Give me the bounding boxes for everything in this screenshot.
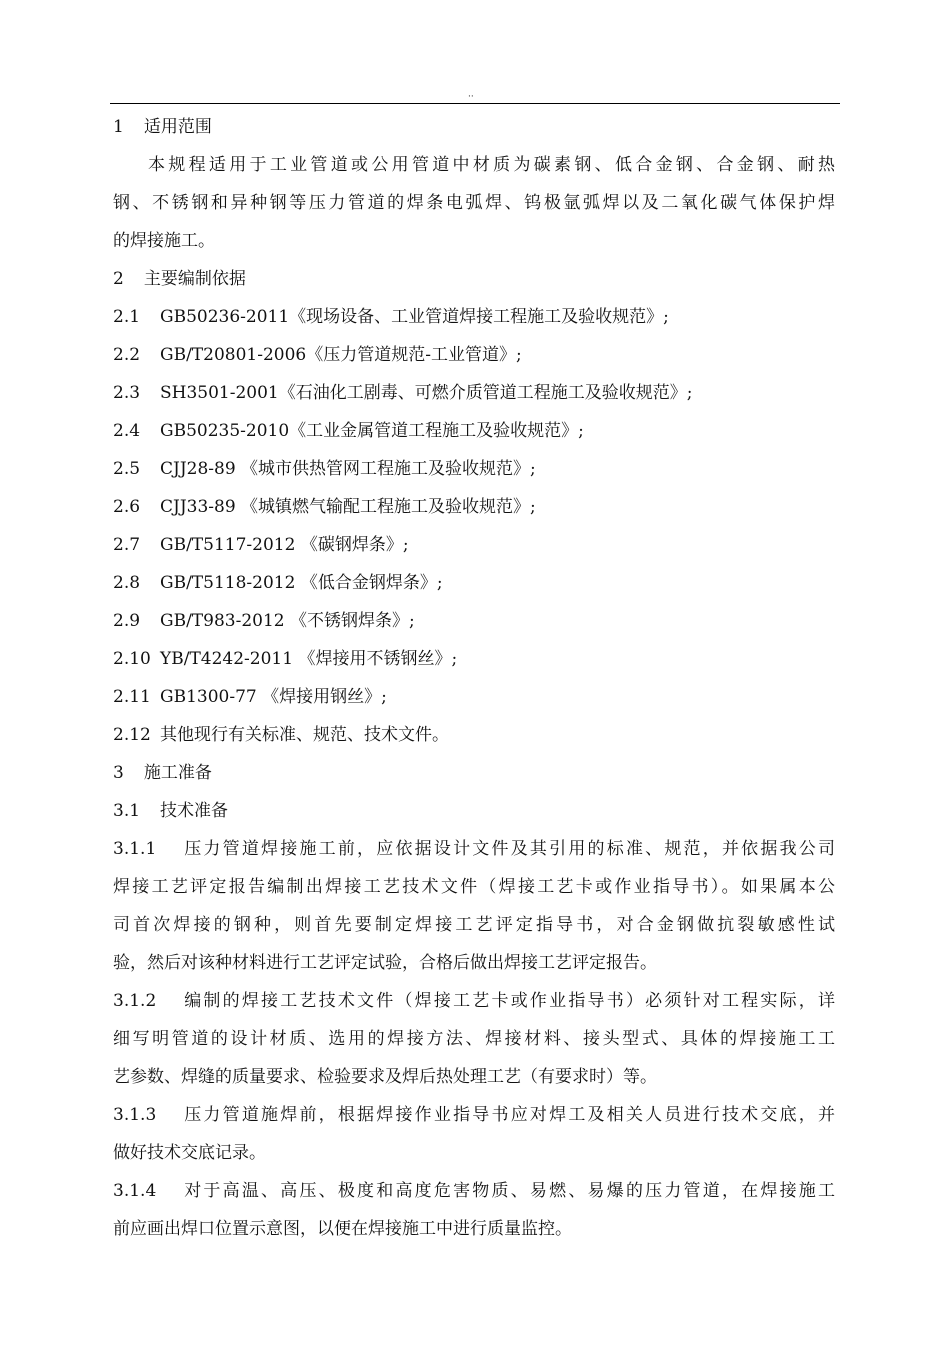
clause-3-1-2-first-line — [113, 985, 835, 1023]
item-text: YB/T4242-2011 《焊接用不锈钢丝》; — [160, 649, 458, 669]
reference-item — [113, 491, 835, 529]
item-number: 2.4 — [113, 421, 141, 441]
paragraph-line: 钢、不锈钢和异种钢等压力管道的焊条电弧焊、钨极氩弧焊以及二氧化碳气体保护焊 — [113, 193, 835, 213]
item-number: 2.1 — [113, 307, 141, 327]
item-text: GB50235-2010《工业金属管道工程施工及验收规范》; — [160, 421, 584, 441]
header-mark: ·· — [468, 92, 474, 102]
item-text: GB1300-77 《焊接用钢丝》; — [160, 687, 387, 707]
subsection-title: 技术准备 — [160, 801, 228, 821]
clause-3-1-1-first-line — [113, 833, 835, 871]
section-title: 施工准备 — [143, 763, 212, 783]
section-2-heading — [113, 263, 835, 301]
item-text: 其他现行有关标准、规范、技术文件。 — [160, 725, 449, 745]
item-number: 2.9 — [113, 611, 141, 631]
subsection-3-1-heading — [113, 795, 835, 833]
section-number: 1 — [113, 117, 124, 137]
section-title: 适用范围 — [143, 117, 212, 137]
reference-item — [113, 719, 835, 757]
reference-item — [113, 529, 835, 567]
reference-item — [113, 377, 835, 415]
item-number: 2.2 — [113, 345, 141, 365]
subsection-number: 3.1 — [113, 801, 141, 821]
reference-item — [113, 643, 835, 681]
item-text: GB/T983-2012 《不锈钢焊条》; — [160, 611, 415, 631]
reference-item — [113, 681, 835, 719]
clause-number: 3.1.4 — [113, 1181, 157, 1201]
header-rule — [110, 103, 840, 104]
item-text: GB/T5118-2012 《低合金钢焊条》; — [160, 573, 443, 593]
clause-text: 压力管道施焊前，根据焊接作业指导书应对焊工及相关人员进行技术交底，并 — [182, 1105, 835, 1125]
paragraph-line: 焊接工艺评定报告编制出焊接工艺技术文件（焊接工艺卡或作业指导书）。如果属本公 — [113, 877, 835, 897]
paragraph-line: 验，然后对该种材料进行工艺评定试验，合格后做出焊接工艺评定报告。 — [113, 953, 657, 973]
clause-3-1-4-first-line — [113, 1175, 835, 1213]
item-number: 2.3 — [113, 383, 141, 403]
item-number: 2.6 — [113, 497, 141, 517]
item-text: CJJ28-89 《城市供热管网工程施工及验收规范》; — [160, 459, 536, 479]
reference-item — [113, 301, 835, 339]
reference-item — [113, 415, 835, 453]
clause-text: 编制的焊接工艺技术文件（焊接工艺卡或作业指导书）必须针对工程实际，详 — [182, 991, 835, 1011]
item-number: 2.8 — [113, 573, 141, 593]
clause-number: 3.1.1 — [113, 839, 157, 859]
clause-number: 3.1.2 — [113, 991, 157, 1011]
section-3-heading — [113, 757, 835, 795]
section-number: 2 — [113, 269, 124, 289]
item-text: GB/T20801-2006《压力管道规范-工业管道》; — [160, 345, 522, 365]
paragraph-line: 本规程适用于工业管道或公用管道中材质为碳素钢、低合金钢、合金钢、耐热 — [148, 155, 835, 175]
reference-item — [113, 453, 835, 491]
reference-item — [113, 605, 835, 643]
item-text: SH3501-2001《石油化工剧毒、可燃介质管道工程施工及验收规范》; — [160, 383, 693, 403]
section-title: 主要编制依据 — [143, 269, 246, 289]
item-text: CJJ33-89 《城镇燃气输配工程施工及验收规范》; — [160, 497, 536, 517]
item-number: 2.12 — [113, 725, 151, 745]
paragraph-line: 的焊接施工。 — [113, 231, 215, 251]
item-text: GB/T5117-2012 《碳钢焊条》; — [160, 535, 409, 555]
item-number: 2.5 — [113, 459, 141, 479]
clause-3-1-3-first-line — [113, 1099, 835, 1137]
item-number: 2.10 — [113, 649, 151, 669]
clause-number: 3.1.3 — [113, 1105, 157, 1125]
reference-item — [113, 567, 835, 605]
section-1-heading — [113, 111, 835, 149]
paragraph-line: 司首次焊接的钢种，则首先要制定焊接工艺评定指导书，对合金钢做抗裂敏感性试 — [113, 915, 835, 935]
paragraph-line: 细写明管道的设计材质、选用的焊接方法、焊接材料、接头型式、具体的焊接施工工 — [113, 1029, 835, 1049]
paragraph-line: 艺参数、焊缝的质量要求、检验要求及焊后热处理工艺（有要求时）等。 — [113, 1067, 657, 1087]
clause-text: 对于高温、高压、极度和高度危害物质、易燃、易爆的压力管道，在焊接施工 — [182, 1181, 835, 1201]
item-number: 2.11 — [113, 687, 151, 707]
document-body — [113, 111, 835, 1251]
item-number: 2.7 — [113, 535, 141, 555]
section-number: 3 — [113, 763, 124, 783]
paragraph-line: 前应画出焊口位置示意图，以便在焊接施工中进行质量监控。 — [113, 1219, 572, 1239]
item-text: GB50236-2011《现场设备、工业管道焊接工程施工及验收规范》; — [160, 307, 669, 327]
reference-item — [113, 339, 835, 377]
paragraph-line: 做好技术交底记录。 — [113, 1143, 266, 1163]
clause-text: 压力管道焊接施工前，应依据设计文件及其引用的标准、规范，并依据我公司 — [182, 839, 835, 859]
